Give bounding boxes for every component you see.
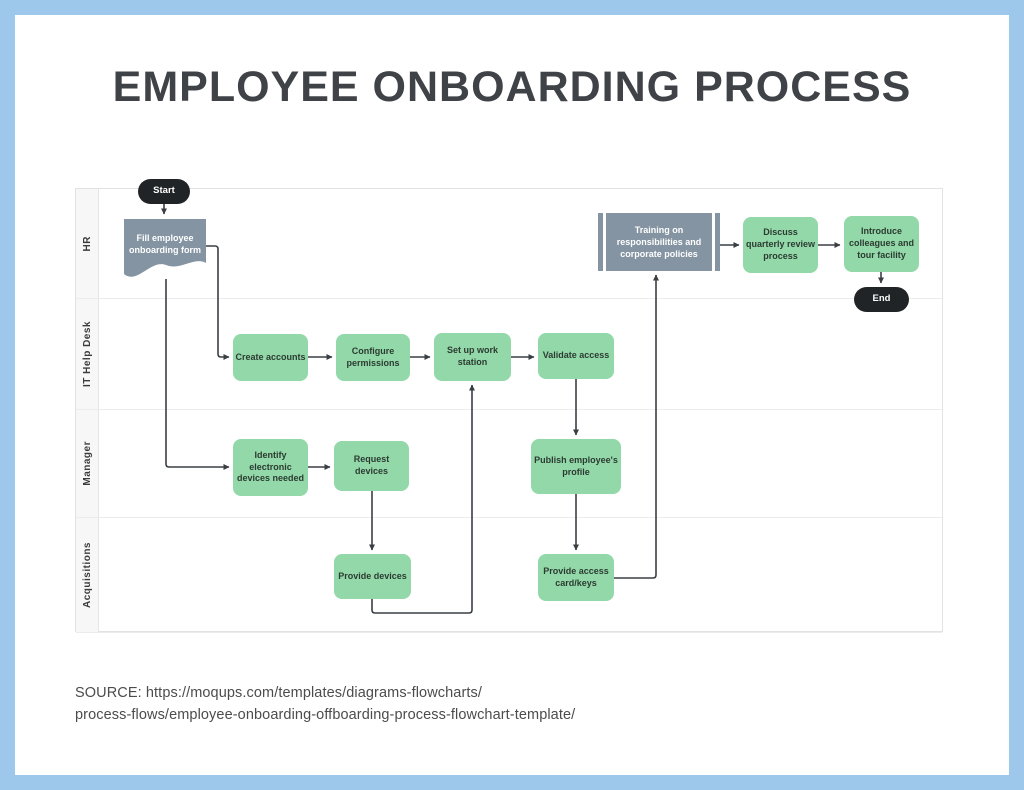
end-terminal: End	[854, 287, 909, 312]
source-line-1: SOURCE: https://moqups.com/templates/diagrams-flowcharts/	[75, 685, 483, 701]
discuss-review-process: Discuss quarterly review process	[743, 217, 818, 273]
edge-fillform-to-createaccounts	[206, 246, 229, 357]
predefined-right-bar	[715, 213, 720, 271]
lane-label-text: IT Help Desk	[81, 320, 93, 388]
lane-label-text: Acquisitions	[81, 541, 93, 608]
edge-provideaccess-to-training	[614, 275, 656, 578]
fill-onboarding-form-document	[124, 219, 206, 287]
document-label: Fill employee onboarding form	[129, 233, 201, 255]
lane-label-text: Manager	[81, 441, 93, 486]
validate-access-process: Validate access	[538, 333, 614, 379]
publish-profile-process: Publish employee's profile	[531, 439, 621, 494]
introduce-colleagues-process: Introduce colleagues and tour facility	[844, 216, 919, 272]
request-devices-process: Request devices	[334, 441, 409, 491]
page	[15, 15, 1009, 775]
identify-devices-process: Identify electronic devices needed	[233, 439, 308, 496]
source-line-2: process-flows/employee-onboarding-offboarding-process-flowchart-template/	[75, 706, 576, 723]
page-title: EMPLOYEE ONBOARDING PROCESS	[112, 63, 912, 111]
provide-devices-process: Provide devices	[334, 554, 411, 599]
configure-permissions-process: Configure permissions	[336, 334, 410, 381]
flowchart-diagram	[75, 185, 943, 632]
start-terminal: Start	[138, 179, 190, 204]
create-accounts-process: Create accounts	[233, 334, 308, 381]
training-label: Training on responsibilities and corporate policies	[606, 213, 712, 271]
setup-workstation-process: Set up work station	[434, 333, 511, 381]
edge-fillform-to-identifydevices	[166, 279, 229, 467]
training-predefined-process	[598, 213, 720, 271]
source-attribution	[75, 683, 575, 727]
provide-access-process: Provide access card/keys	[538, 554, 614, 601]
lane-label-text: HR	[81, 235, 93, 252]
